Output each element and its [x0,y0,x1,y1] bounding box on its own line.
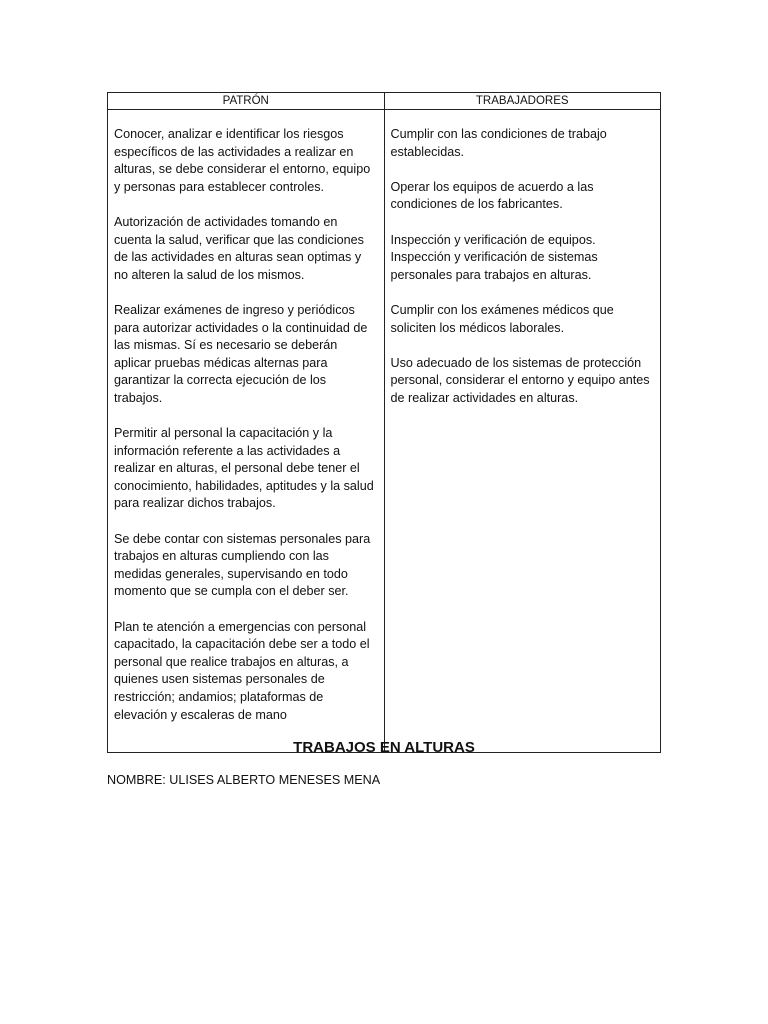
patron-paragraph: Se debe contar con sistemas personales para trabajos en alturas cumpliendo con las medidas generales, supervisando en todo momento que se cumpla con el deber ser. [114,531,371,599]
trabajadores-paragraph: Operar los equipos de acuerdo a las condiciones de los fabricantes. [390,179,594,212]
patron-paragraph: Permitir al personal la capacitación y la información referente a las actividades a realizar en alturas, el personal debe tener el conocimiento, habilidades, aptitudes y la salud para realizar dichos trabajos. [114,426,374,511]
trabajadores-paragraph: Cumplir con los exámenes médicos que soliciten los médicos laborales. [390,302,614,335]
trabajadores-cell [384,110,661,753]
header-trabajadores: TRABAJADORES [384,93,661,110]
trabajadores-paragraph: Cumplir con las condiciones de trabajo establecidas. [390,127,607,159]
author-name-line: NOMBRE: ULISES ALBERTO MENESES MENA [107,773,381,787]
patron-paragraph: Plan te atención a emergencias con personal capacitado, la capacitación debe ser a todo el personal que realice trabajos en alturas, a quienes usen sistemas personales de restricción; andamios; plataformas de elevación y escaleras de mano [114,619,370,722]
table-header-row [108,93,661,110]
patron-paragraph: Realizar exámenes de ingreso y periódicos para autorizar actividades o la continuidad de las mismas. Sí es necesario se deberán aplicar pruebas médicas alternas para garantizar la correcta ejecución de los trabajos. [114,302,368,405]
table-body-row [108,110,661,753]
document-title: TRABAJOS EN ALTURAS [293,739,475,756]
trabajadores-paragraph: Inspección y verificación de equipos. Inspección y verificación de sistemas personales para trabajos en alturas. [390,232,598,282]
patron-cell [108,110,385,753]
responsibilities-table [107,92,661,753]
patron-paragraph: Autorización de actividades tomando en cuenta la salud, verificar que las condiciones de las actividades en alturas sean optimas y no alteren la salud de los mismos. [114,214,364,282]
patron-paragraph: Conocer, analizar e identificar los riesgos específicos de las actividades a realizar en alturas, se debe considerar el entorno, equipo y personas para establecer controles. [114,127,371,194]
trabajadores-paragraph: Uso adecuado de los sistemas de protección personal, considerar el entorno y equipo antes de realizar actividades en alturas. [390,355,650,405]
header-patron: PATRÓN [108,93,385,110]
